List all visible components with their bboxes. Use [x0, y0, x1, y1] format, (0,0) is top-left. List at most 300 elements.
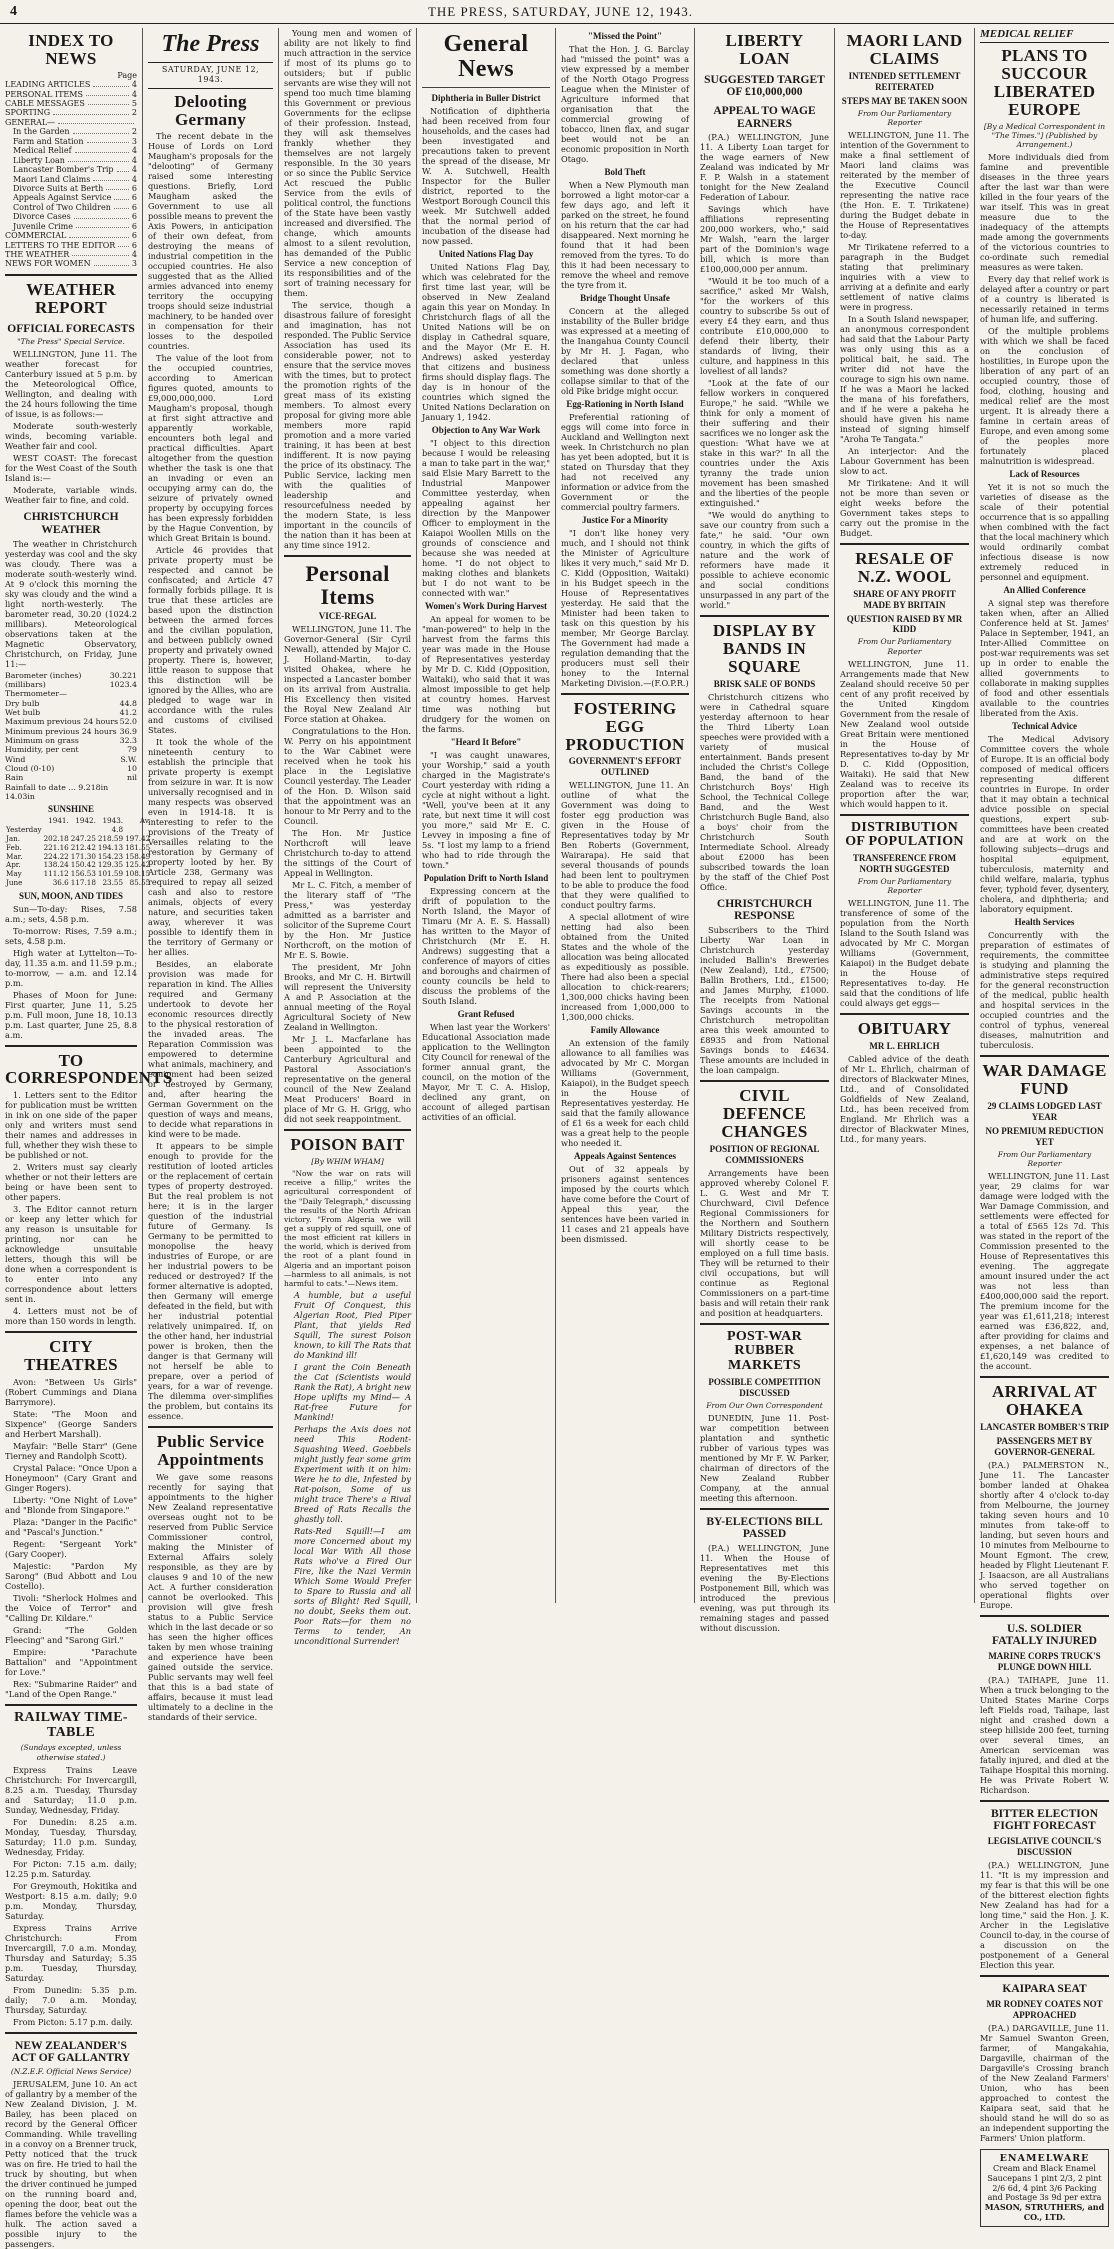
civil-defence-body: Arrangements have been approved whereby Colonel F. L. G. West and Mr T. Churchward, Civil Defence Regional Commissioners for the Northern and Southern Military Districts respectively, will shortly cease to be employed on a full time basis. They will be returned to their civil occupations, but will continue as Regional Commissioners on a part-time basis and will retain their rank and position at headquarters. [700, 1167, 829, 1318]
index-label: NEWS FOR WOMEN [5, 259, 91, 269]
obituary-sub: MR L. EHRLICH [869, 1041, 940, 1052]
sunshine-cell: 171.30 [70, 851, 96, 861]
index-label: THE WEATHER [5, 250, 70, 259]
sunshine-cell: 36.6 [52, 877, 69, 887]
sunshine-cell: 181.55 [125, 842, 151, 852]
column-8 [975, 28, 1114, 2222]
weather-stat-row [5, 717, 137, 726]
sunshine-cell: 247.25 [70, 833, 96, 843]
weather-stat-row [5, 736, 137, 745]
index-leader [114, 193, 129, 199]
obituary-title: OBITUARY [857, 1019, 952, 1039]
index-page: 4 [131, 80, 137, 90]
stat-label: Rain [5, 773, 24, 783]
distribution-title: DISTRIBUTION OF POPULATION [845, 819, 964, 850]
weather-credit: "The Press" Special Service. [17, 337, 125, 347]
index-label: In the Garden [13, 127, 70, 137]
news-headline: Objection to Any War Work [431, 425, 541, 436]
weather-paragraph: Moderate, variable winds. Weather fair to fine, and cold. [5, 485, 137, 506]
sunshine-cell: 101.59 [97, 869, 124, 879]
obituary-body: Cabled advice of the death of Mr L. Ehrlich, chairman of directors of Blackwater Mines, Ltd., and of Consolidated Goldfields of New Zealand, Ltd., has been received from England. Mr Ehrlich was a director of Blackwater Mines, Ltd., for many years. [840, 1054, 969, 1145]
index-page: 4 [131, 155, 137, 165]
rubber-body: DUNEDIN, June 11. Post-war competition between plantation and synthetic rubber of various types was mentioned by Mr F. W. Parker, chairman of directors of the New Zealand Rubber Company, at the annual meeting this afternoon. [700, 1412, 829, 1503]
public-service-paragraph: The service, though a disastrous failure of foresight and imagination, has not responded. The Public Service Association has used its considerable power, not to ensure that the service moves with the times, but to protect the promotion rights of the great mass of its existing members. To almost every proposal for giving more able members more rapid promotion and a more varied training, it has been at best indifferent. It is now paying the price of its obstinacy. The Public Service, lacking men with the qualities of leadership and resourcefulness needed by the modern State, is less important in the councils of the nation than it has been at any time since 1912. [284, 300, 411, 550]
theatres-title: CITY THEATRES [24, 1337, 118, 1375]
liberty-paragraph: "We would do anything to save our country from such a fate," he said. "Our own country, in which the gifts of nature and the work of reformers have made it possible to achieve economic and social conditions unsurpassed in any part of the world." [700, 510, 829, 611]
index-leader [106, 184, 129, 190]
masthead-name: The Press [148, 30, 273, 63]
ad-merchant: MASON, STRUTHERS, and CO., LTD. [984, 2202, 1105, 2222]
kaipara-title: KAIPARA SEAT [1002, 1982, 1087, 1995]
index-row [5, 222, 137, 231]
kaipara-sub: MR RODNEY COATES NOT APPROACHED [986, 1998, 1103, 2020]
poem-verse: I grant the Coin Beneath the Cat (Scientists would Rank the Rat), A bright new Hope uplifts my Mind— A Rat-free Future for Mankind! [294, 1361, 411, 1422]
news-body: Notification of diphtheria had been received from four households, and the cases had been investigated and precautions taken to prevent the spread of the disease, Mr W. A. Sutchwell, Health Inspector for the Buller district, reported to the Westport Borough Council this week. Mr Sutchwell added that the normal period of incubation of the disease had now passed. [422, 106, 550, 247]
correspondent-rule: 1. Letters sent to the Editor for publication must be written in ink on one side of the paper only and writers must send their names and addresses in full, whether they wish these to be published or not. [5, 1090, 137, 1161]
distribution-sub: TRANSFERENCE FROM NORTH SUGGESTED [852, 853, 957, 875]
column-4 [417, 28, 556, 1603]
rubber-sub: POSSIBLE COMPETITION DISCUSSED [708, 1376, 821, 1398]
index-label: Juvenile Crime [13, 221, 73, 231]
news-body: Concern at the alleged instability of the Buller bridge was expressed at a meeting of the Inangahua County Council by Mr H. J. Fagan, who declared that unless something was done shortly a collapse similar to that of the old Pike bridge might occur. [561, 305, 689, 396]
sunshine-cell: Mar. [6, 851, 23, 861]
sunshine-cell: 129.35 [97, 860, 124, 870]
column-1 [0, 28, 173, 2249]
liberty-paragraph: "Look at the fate of our fellow workers in conquered Europe," he said. "While we think for only a moment of their suffering and their sacrifices we no longer ask the question: 'What have we at stake in this war?' In all the countries under the Axis tyranny the trade union movement has been smashed and the liberties of the people extinguished." [700, 378, 829, 509]
sun-line: Phases of Moon for June: First quarter, June 11, 5.25 p.m. Full moon, June 18, 10.13 p.m. Last quarter, June 25, 8.8 a.m. [5, 989, 137, 1040]
enamelware-ad [980, 2149, 1109, 2227]
public-service-paragraph: Young men and women of ability are not likely to find much attraction in the service if most of its plums go to outsiders; but if public servants are wise they will not spend too much time blaming this Government or previous Governments for the eclipse of their profession. Instead, they will ask themselves frankly whether they themselves are not largely responsible. In the 30 years or so since the Public Service Act rescued the Public Service from the evils of political control, the functions of the State have been vastly increased and diversified. The change, which amounts almost to a silent revolution, has demanded of the Public Service a new conception of its responsibilities and of the sort of training necessary for them. [284, 28, 411, 298]
index-leader [72, 250, 129, 256]
poem-verse: Perhaps the Axis does not need This Rodent-Squashing Weed. Goebbels might justly fear some grim Experiment with it on him: Were he to die, Infested by Rat-poison, Some of us might trace There's a Rival Breed of Rats Recalls the ghastly toll. [294, 1423, 411, 1524]
theatre-listing: Avon: "Between Us Girls" (Robert Cummings and Diana Barrymore). [5, 1377, 137, 1407]
wool-sub: SHARE OF ANY PROFIT MADE BY BRITAIN [853, 588, 956, 610]
poem-verse: A humble, but a useful Fruit Of Conquest, this Algerian Root, Pied Piper Plant, that yields Red Squill, The surest Poison known, to kill The Rats that do Mankind ill! [294, 1289, 411, 1360]
railway-entry: For Picton: 7.15 a.m. daily; 12.25 p.m. Saturday. [5, 1858, 137, 1879]
index-row [5, 175, 137, 184]
index-page: 4 [131, 250, 137, 259]
ohakea-body: (P.A.) PALMERSTON N., June 11. The Lancaster bomber landed at Ohakea shortly after 4 o'clock to-day from Melbourne, the journey taking seven hours and 10 minutes from take-off to landing, but seven hours and 10 minutes from Melbourne to Mount Egmont. The crew, headed by Flight Lieutenant F. J. Isaacson, are all Australians who served together on operational flights over Europe. [980, 1459, 1109, 1610]
chch-weather-body: The weather in Christchurch yesterday was cool and the sky was cloudy. There was a moderate south-westerly wind. At 9 o'clock this morning the sky was cloudy and the wind a light north-westerly. The barometer read, 30.20 (1024.2 millibars). Meteorological observations taken at the Magnetic Observatory, Christchurch, on Friday, June 11:— [5, 538, 137, 669]
index-leader [73, 127, 129, 133]
display-bands-title: DISPLAY BY BANDS IN SQUARE [712, 621, 817, 676]
fostering-paragraph: WELLINGTON, June 11. An outline of what the Government was doing to foster egg production was given in the House of Representatives today by Mr Ben Roberts (Government, Wairarapa). He said that several thousands of pounds had been lent to poultrymen to be able to produce the food that they were qualified to conduct poultry farms. [561, 780, 689, 911]
stat-value: 10 [127, 764, 137, 774]
weather-stat-row [5, 773, 137, 782]
weather-stats [5, 671, 137, 783]
war-damage-body: WELLINGTON, June 11. Last year, 29 claims for war damage were lodged with the War Damage Commission, and settlements were effected for a total of £565 12s 7d. This was stated in the report of the Commission presented to the House of Representatives this evening. The aggregate amount insured under the act was not less than £400,000,000 said the report. The premium income for the year was £1,611,218; interest earned was £36,822, and, after providing for claims and expenses, a net balance of £1,620,149 was credited to the account. [980, 1170, 1109, 1371]
sunshine-cell: Yesterday [6, 825, 42, 835]
poison-bait-intro: "Now the war on rats will receive a fillip," writes the agricultural correspondent of the "Daily Telegraph," discussing the results of the North African victory. "From Algeria we will get a supply of red squill, one of the most efficient rat killers in the world, which is derived from the root of a plant found in Algeria and an important poison—harmless to all animals, is not harmful to cats."—News item. [284, 1169, 411, 1288]
railway-entry: From Picton: 5.17 p.m. daily. [13, 2016, 133, 2027]
correspondent-rule: 2. Writers must say clearly whether or not their letters are being or have been sent to other papers. [5, 1162, 137, 1203]
stat-label: Cloud (0-10) [5, 764, 55, 774]
sunshine-cell: Feb. [6, 842, 22, 852]
sunshine-cell: May [6, 869, 22, 879]
war-damage-credit: From Our Parliamentary Reporter [997, 1149, 1092, 1168]
index-page: 6 [131, 202, 137, 212]
sun-line: High water at Lyttelton—To-day, 11.35 a.m. and 11.59 p.m.; to-morrow, — a.m. and 12.14 p.m. [5, 947, 137, 988]
weather-stat-row [5, 689, 137, 698]
personal-paragraph: The Hon. Mr Justice Northcroft will leave Christchurch to-day to attend the sittings of the Court of Appeal in Wellington. [284, 828, 411, 879]
allied-conference-head: An Allied Conference [1003, 585, 1086, 596]
stat-label: Thermometer— [5, 689, 67, 699]
sunshine-cell: 158.49 [125, 851, 151, 861]
index-label: Liberty Loan [13, 155, 65, 165]
railway-entry: Express Trains Arrive Christchurch: From Invercargill, 7.0 a.m. Monday, Thursday and Saturday; 5.35 p.m. Tuesday, Thursday, Saturday. [5, 1922, 137, 1983]
news-headline: Justice For a Minority [581, 514, 669, 525]
poison-bait-byline: [By WHIM WHAM] [311, 1157, 384, 1166]
index-leader [76, 222, 129, 228]
news-headline: Bold Theft [604, 166, 646, 177]
index-label: Lancaster Bomber's Trip [13, 165, 114, 175]
liberty-paragraph: Savings which have affiliations representing 200,000 workers, who," said Mr Walsh, "earn the larger part of the Dominion's wage bill, which is more than £100,000,000 per annum. [700, 204, 829, 275]
weather-body [5, 349, 137, 505]
index-title: INDEX TO NEWS [28, 31, 114, 68]
news-headline: United Nations Flag Day [438, 249, 534, 260]
weather-title: WEATHER REPORT [26, 279, 116, 317]
ohakea-title: ARRIVAL AT OHAKEA [992, 1381, 1097, 1419]
news-body: "I don't like honey very much, and I should not think the Minister of Agriculture likes it very much," said Mr D. C. Kidd (Opposition, Waitaki) in his Budget speech in the House of Representatives yesterday. He said that the Minister had been taken to task on this question by his member, Mr George Barclay. The Government had made a regulation demanding that the producers must sell their honey to the Internal Marketing Division.—(F.O.P.R.) [561, 527, 689, 688]
public-service-paragraph: We gave some reasons recently for saying that appointments to the higher New Zealand representative overseas ought not to be reserved from Public Service Commissioner control, making the Minister of External Affairs solely responsible, as they are by clauses 9 and 10 of the new Act. A further consideration cannot be overlooked. This provision will give fresh status to a Public Service which in the last decade or so has seen the higher offices taken by men whose training and experience have been gained outside the service. Public servants may well feel that this is a bad state of affairs, because it must lead ultimately to a decline in the standards of their service. [148, 1472, 273, 1723]
stat-value: 32.3 [119, 736, 137, 746]
weather-stat-row [5, 755, 137, 764]
sunshine-cell: 23.55 [102, 877, 124, 887]
column-5 [556, 28, 695, 1603]
index-row [5, 118, 137, 127]
display-bands-sub: BRISK SALE OF BONDS [713, 678, 816, 689]
maori-credit: From Our Parliamentary Reporter [857, 108, 952, 127]
bitter-election-body: (P.A.) WELLINGTON, June 11. "It is my impression and my fear is that this will be one of the bitterest election fights New Zealand has had for a long time," said the Hon. J. K. Archer in the Legislative Council to-day, in the course of a discussion on the postponement of a General Election this year. [980, 1859, 1109, 1970]
railway-list [5, 1765, 137, 2027]
index-row [5, 241, 137, 250]
fostering-paragraph: A special allotment of wire netting had also been obtained from the United States and the whole of the allocation was being allocated as expeditiously as possible. There had also been a special allocation to chick-rearers; 1,300,000 chicks having been increased from 1,000,000 to 1,300,000 chicks. [561, 912, 689, 1023]
maori-paragraph: WELLINGTON, June 11. The intention of the Government to make a final settlement of Maori land claims was reiterated by the member of the Executive Council representing the native race (the Hon. E. T. Tirikatene) during the Budget debate in the House of Representatives to-day. [840, 129, 969, 240]
railway-entry: Express Trains Leave Christchurch: For Invercargill, 8.25 a.m. Tuesday, Thursday and Saturday; 11.0 p.m. Sunday, Wednesday, Friday. [5, 1764, 137, 1815]
sunshine-cell: June [6, 877, 23, 887]
correspondents-title: TO CORRESPONDENTS [5, 1050, 173, 1088]
stat-value: 41.2 [119, 708, 137, 717]
theatre-listing: Grand: "The Golden Fleecing" and "Sarong Girl." [5, 1625, 137, 1645]
medical-title: PLANS TO SUCCOUR LIBERATED EUROPE [993, 46, 1096, 119]
civil-defence-title: CIVIL DEFENCE CHANGES [721, 1086, 808, 1141]
maori-paragraph: An interjector: And the Labour Government has been slow to act. [840, 445, 969, 476]
index-leader [118, 241, 129, 247]
fostering-sub: GOVERNMENT'S EFFORT OUTLINED [568, 756, 682, 778]
sunshine-col-head: 1942. [75, 816, 96, 826]
weather-paragraph: WELLINGTON, June 11. The weather forecast for Canterbury issued at 5 p.m. by the Meteorological Office, Wellington, and dealing with the 24 hours following the time of issue, is as follows:— [5, 349, 137, 420]
news-body: "I object to this direction because I would be releasing a man to take part in the war," said Elsie Mary Barrett to the Industrial Manpower Committee yesterday, when appealing against her direction by the Manpower Officer to employment in the Kaiapoi Woollen Mills on the grounds of conscience and because she was needed at home. "I do not object to making clothes and blankets but I do not want to be connected with war." [422, 438, 550, 599]
sunshine-col-head: 1941. [48, 816, 69, 826]
news-body: When last year the Workers' Educational Association made application to the Wellington City Council for renewal of the former annual grant, the council, on the motion of the Mayor, Mr T. C. A. Hislop, declined any grant, on account of alleged partisan activities of an official. [422, 1022, 551, 1123]
correspondents-list [5, 1090, 137, 1326]
theatre-listing: Tivoli: "Sherlock Holmes and the Voice of Terror" and "Calling Dr. Kildare." [5, 1593, 137, 1623]
index-page: 4 [131, 146, 137, 156]
index-row [5, 90, 137, 99]
general-news-title: General News [443, 31, 529, 83]
wool-sub2: QUESTION RAISED BY MR KIDD [846, 613, 963, 635]
column-3 [279, 28, 417, 1646]
distribution-credit: From Our Parliamentary Reporter [857, 877, 952, 896]
theatre-listing: Mayfair: "Belle Starr" (Gene Tierney and Randolph Scott). [5, 1441, 137, 1461]
chch-response-title: CHRISTCHURCH RESPONSE [716, 897, 813, 923]
maori-title: MAORI LAND CLAIMS [846, 31, 963, 68]
column-6 [695, 28, 835, 1633]
index-label: Control of Two Children [13, 202, 111, 212]
index-label: Farm and Station [13, 136, 84, 146]
sunshine-cell: 150.42 [70, 860, 96, 870]
stat-value: S.W. [120, 754, 137, 764]
index-page: 4 [131, 174, 137, 184]
railway-entry: For Dunedin: 8.25 a.m. Monday, Tuesday, Thursday, Saturday; 11.0 p.m. Sunday, Wednesday, Friday. [5, 1816, 137, 1857]
news-headline: Grant Refused [457, 1009, 515, 1020]
editorial-paragraph: Besides, an elaborate provision was made for reparation in kind. The Allies required and Germany undertook to devote her economic resources directly to the physical restoration of the invaded areas. The Reparation Commission was empowered to determine what animals, machinery, and equipment had been seized or destroyed by Germany, and, after hearing the German Government on the question of ways and means, to decide what reparations in kind were to be made. [148, 959, 273, 1140]
index-leader [68, 156, 129, 162]
sunshine-col-head: Av. [139, 816, 151, 826]
sunshine-col-head: 1943. [102, 816, 124, 826]
wool-body: WELLINGTON, June 11. Arrangements made that New Zealand should receive 50 per cent of any profit received by the United Kingdom Government from the resale of New Zealand wool outside Great Britain were mentioned in the House of Representatives to-day by Mr D. C. Kidd (Opposition, Waitaki). He said that New Zealand was to receive its proportion after the war, which would happen to it. [840, 658, 969, 809]
medical-paragraph: Every day that relief work is delayed after a country or part of a country is liberated is necessarily retained in terms of human life, and suffering. [980, 274, 1109, 325]
liberty-loan-sub1: SUGGESTED TARGET OF £10,000,000 [704, 73, 825, 99]
index-page: 6 [131, 221, 137, 231]
editorial-paragraph: The recent debate in the House of Lords on Lord Maugham's proposals for the "delooting" of Germany raised some interesting questions. Briefly, Lord Maugham asked the Government to use all possible means to prevent the Axis Powers, in anticipation of their own defeat, from destroying the means of industrial competition in the occupied countries. He also suggested that as the Allied armies advanced into enemy territory the occupying troops should seize industrial machinery, to be handed over in compensation for their losses to the despoiled countries. [148, 131, 273, 352]
index-row [5, 203, 137, 212]
index-row [5, 259, 137, 268]
editorial-paragraph: Article 46 provides that private property must be respected and cannot be confiscated; and Article 47 formally forbids pillage. It is true that these articles are based upon the distinction between the armed forces and the civilian population, and between publicly owned property and privately owned property. There is, however, little reason to suppose that this distinction will be ignored by the Allies, who are pledged to wage war in accordance with the rules and customs of civilised States. [148, 545, 273, 736]
sunshine-cell: Jan. [6, 833, 21, 843]
index-leader [74, 212, 129, 218]
stat-label: Minimum on grass [5, 736, 79, 746]
index-label: LETTERS TO THE EDITOR [5, 240, 116, 250]
correspondent-rule: 4. Letters must not be of more than 150 words in length. [5, 1306, 137, 1327]
index-list [5, 80, 137, 269]
poem-verse: Rats-Red Squill!—I am more Concerned about my local War With All those Rats who've a Fired Our Fire, like the Nazi Vermin Which Some Would Prefer to Spare to Russia and all sorts of Blight! Red Squill, no doubt, Seeks them out. Poor Rats—for them no Terms to tender, An unconditional Surrender! [294, 1525, 411, 1646]
index-row [5, 231, 137, 240]
news-headline: "Missed the Point" [588, 31, 662, 41]
kaipara-body: (P.A.) DARGAVILLE, June 11. Mr Samuel Swanton Green, farmer, of Mangakahia, Dargaville, chairman of the Dargaville's Crossing branch of the New Zealand Farmers' Union, who has been approached to contest the Kaipara seat, said that he should stand he will do so as an independent supporting the Farmers' Union platform. [980, 2022, 1109, 2143]
column-7 [835, 28, 975, 1603]
personal-title: Personal Items [305, 561, 390, 610]
editorial-title: Delooting Germany [174, 91, 247, 129]
rainfall-line: Rainfall to date ... 9.218in 14.03in [5, 782, 109, 802]
stat-value: 52.0 [119, 717, 137, 727]
sunshine-title: SUNSHINE [47, 804, 94, 815]
weather-stat-row [5, 764, 137, 773]
index-label: LEADING ARTICLES [5, 80, 91, 90]
poison-bait-verses [284, 1290, 411, 1646]
sunshine-cell: 111.12 [43, 869, 69, 879]
editorial-paragraph: It appears to be simple enough to provide for the restitution of looted articles or the replacement of certain types of property destroyed. But the real problem is not here; it is in the larger question of the industrial future of Germany. Is Germany to be permitted to monopolise the heavy industries of Europe, or are her industrial powers to be reduced or destroyed? If the former alternative is adopted, then Germany will emerge defeated in the field, but with her industrial potential relatively unimpaired. If, on the other hand, her industrial power is broken, then the danger is that Germany will not herself be able to prepare, over a period of years, for a war of revenge. The dilemma over-simplifies the problem, but contains its essence. [148, 1141, 273, 1422]
weather-stat-row [5, 727, 137, 736]
soldier-body: (P.A.) TAIHAPE, June 11. When a truck belonging to the United States Marine Corps left Fields road, Taihape, last night and crashed down a steep hillside 200 feet, turning over several times, an American serviceman was fatally injured, and died at the Taihape Hospital this morning. He was Private Robert W. Richardson. [980, 1674, 1109, 1795]
medical-kicker: MEDICAL RELIEF [980, 28, 1109, 43]
index-leader [93, 80, 129, 86]
index-row [5, 193, 137, 202]
personal-paragraph: The president, Mr John Brooks, and Mr C. H. Birtwill will represent the University A and P. Association at the annual meeting of the Royal Agricultural Society of New Zealand in Wellington. [284, 962, 411, 1033]
theatre-listing: Plaza: "Danger in the Pacific" and "Pascal's Junction." [5, 1517, 137, 1537]
theatres-list [5, 1377, 137, 1699]
sunshine-table [5, 817, 151, 887]
personal-paragraph: Mr J. L. Macfarlane has been appointed to the Canterbury Agricultural and Pastoral Association's representative on the general council of the New Zealand Meat Producers' Board in place of Mr G. H. Grigg, who did not seek reappointment. [284, 1034, 411, 1125]
vice-regal-head: VICE-REGAL [318, 611, 377, 622]
editorial-paragraph: The value of the loot from the occupied countries, according to American figures quoted, amounts to £9,000,000,000. Lord Maugham's proposal, though at first sight attractive and apparently workable, encounters both legal and practical difficulties. Apart altogether from the question whether the task is one that an invading or even an occupying army can do, the seizure of privately owned property by occupying forces has been expressly forbidden by the Hague Convention, by which Great Britain is bound. [148, 353, 273, 544]
news-headline: Women's Work During Harvest [424, 601, 548, 612]
display-bands-body: Christchurch citizens who were in Cathedral square yesterday afternoon to hear the Third Liberty Loan speeches were provided with a variety of musical entertainment. Bands present included the Christ's College Band, the band of the Christchurch Boys' High School, the Technical College Band, and the West Christchurch Bugle Band, also a boys' choir from the Christchurch South Intermediate School. Already about £2000 has been subscribed towards the loan by the staff of the Chief Post Office. [700, 691, 829, 892]
index-leader [75, 146, 129, 152]
index-page: 5 [131, 99, 137, 108]
theatre-listing: Regent: "Sergeant York" (Gary Cooper). [5, 1539, 137, 1559]
index-row [5, 137, 137, 146]
sun-moon-lines [5, 904, 137, 1040]
stat-label: Wet bulb [5, 708, 41, 717]
stat-label: Barometer (inches) [5, 670, 82, 680]
index-leader [58, 118, 134, 124]
index-label: Divorce Suits at Berth [13, 183, 104, 193]
sunshine-cell: 212.42 [70, 842, 96, 852]
theatre-listing: Majestic: "Pardon My Sarong" (Bud Abbott and Lou Costello). [5, 1561, 137, 1591]
sunshine-cell: 108.15 [125, 869, 151, 879]
theatre-listing: Liberty: "One Night of Love" and "Blonde from Singapore." [5, 1495, 137, 1515]
sunshine-cell: Apr. [6, 860, 21, 870]
personal-body [284, 624, 411, 1124]
index-leader [93, 175, 129, 181]
general-news-stories-b [561, 31, 689, 688]
sunshine-cell: 156.53 [70, 869, 96, 879]
stat-label: Dry bulb [5, 698, 40, 708]
war-damage-sub2: NO PREMIUM REDUCTION YET [985, 1125, 1104, 1147]
soldier-sub: MARINE CORPS TRUCK'S PLUNGE DOWN HILL [988, 1650, 1101, 1672]
index-label: SPORTING [5, 108, 51, 118]
war-damage-title: WAR DAMAGE FUND [982, 1061, 1107, 1098]
sunshine-cell: 194.13 [97, 842, 124, 852]
railway-title: RAILWAY TIME-TABLE [14, 1710, 128, 1740]
editorial-body [148, 131, 273, 1421]
maori-paragraph: Mr Tirikatene: And it will not be more than seven or eight weeks before the Government takes steps to carry out the promise in the Budget. [840, 477, 969, 538]
stat-label: Maximum previous 24 hours [5, 717, 119, 727]
news-body: When a New Plymouth man borrowed a light motor-car a few days ago, and left it parked on the street, he found on his return that the car had disappeared. Next morning he found that it had been removed from the tyres. To do this it had been necessary to remove the wheel and remove the tyre from it. [561, 179, 689, 290]
personal-paragraph: Congratulations to the Hon. W. Perry on his appointment to the War Cabinet were received when he took his place in the Legislative Council yesterday. The Leader of the Hon. D. Wilson said that the appointment was an honour to Mr Perry and to the Council. [284, 726, 411, 827]
index-row [5, 146, 137, 155]
page-header [0, 0, 1114, 24]
stat-value: 36.9 [119, 726, 137, 736]
personal-paragraph: Mr L. C. Fitch, a member of the literary staff of "The Press," was yesterday admitted as a barrister and solicitor of the Supreme Court by the Hon. Mr Justice Northcroft, on the motion of Mr E. S. Bowie. [284, 880, 411, 961]
weather-paragraph: WEST COAST: The forecast for the West Coast of the South Island is:— [5, 453, 137, 484]
sun-moon-title: SUN, MOON, AND TIDES [18, 890, 124, 901]
sunshine-cell: 4.8 [111, 825, 124, 835]
civil-defence-sub: POSITION OF REGIONAL COMMISSIONERS [709, 1143, 820, 1165]
maori-sub2: STEPS MAY BE TAKEN SOON [841, 95, 968, 106]
general-news-stories-a [422, 93, 550, 1122]
index-label: CABLE MESSAGES [5, 99, 85, 108]
personal-paragraph: WELLINGTON, June 11. The Governor-General (Sir Cyril Newall), attended by Major C. J. Holland-Martin, to-day visited Ohakea, where he inspected a Lancaster bomber on its arrival from Australia. His Excellency then visited the Royal New Zealand Air Force station at Ohakea. [284, 624, 411, 725]
news-body: United Nations Flag Day, which was celebrated for the first time last year, will be observed in New Zealand again this year on Monday. In Christchurch flags of all the United Nations will be on display in Cathedral square, and the Mayor (Mr E. H. Andrews) asked yesterday that citizens and business firms should display flags. The day is in honour of the countries which signed the United Nations Declaration on January 1, 1942. [422, 262, 550, 423]
news-body: Preferential rationing of eggs will come into force in Auckland and Wellington next week. In Christchurch no plan has yet been adopted, but it is stated on Thursday that they had not received any information or advice from the Government or the commercial poultry farmers. [561, 411, 689, 512]
weather-paragraph: Moderate south-westerly winds, becoming variable. Weather fair and cool. [5, 421, 137, 452]
stat-value: 30.221 [109, 670, 137, 680]
index-page: 6 [131, 183, 137, 193]
news-body: Expressing concern at the drift of population to the North Island, the Mayor of Timaru (Mr A. E. S. Hassall) has written to the Mayor of Christchurch (Mr E. H. Andrews) suggesting that a conference of mayors of cities and boroughs and chairmen of county councils be held to discuss the problems of the South Island. [422, 886, 550, 1007]
index-row [5, 165, 137, 174]
medical-paragraph: Of the multiple problems with which we shall be faced on the conclusion of hostilities, in Europe upon the liberation of any part of an occupied country, those of food, clothing, housing and medical relief are the most urgent. It is already there a famine in certain areas of Europe, and even among some of the peoples more fortunately placed malnutrition is widespread. [980, 326, 1109, 467]
weather-stat-row [5, 671, 137, 680]
technical-advice-body: The Medical Advisory Committee covers the whole of Europe. It is an official body composed of medical officers representing different countries in Europe. In order that it may obtain a technical advice possible on special questions, expert sub-committees have been created and are at work on the following subjects—drugs and hospital equipment, tuberculosis, maternity and child welfare, malaria, typhus fever, typhoid fever, dysentery, cholera, and diphtheria; and laboratory equipment. [980, 734, 1109, 915]
correspondent-rule: 3. The Editor cannot return or keep any letter which for any reason is unsuitable for printing, nor can he acknowledge unsuitable letters, though this will be done when a correspondent is to enter into any correspondence about letters sent in. [5, 1204, 137, 1305]
allied-conference-body: A signal step was therefore taken when, after an Allied Conference held at St. James' Palace in September, 1941, an Inter-Allied Committee on post-war requirements was set up in order to enable the allied governments to collaborate in making supplies of food and other essentials available to the countries liberated from the Axis. [980, 598, 1109, 719]
index-row [5, 156, 137, 165]
column-2 [143, 28, 279, 1723]
index-label: Divorce Cases [13, 212, 71, 222]
bitter-election-sub: LEGISLATIVE COUNCIL'S DISCUSSION [987, 1836, 1102, 1857]
medical-credit: [By a Medical Correspondent in "The Times."] (Published by Arrangement.) [983, 121, 1106, 150]
index-leader [94, 259, 129, 265]
page-number: 4 [10, 3, 17, 19]
masthead-date: SATURDAY, JUNE 12, 1943. [148, 65, 273, 89]
war-damage-sub: 29 CLAIMS LODGED LAST YEAR [987, 1100, 1102, 1122]
wool-title: RESALE OF N.Z. WOOL [855, 548, 954, 586]
sun-line: To-morrow: Rises, 7.59 a.m.; sets, 4.58 p.m. [5, 925, 137, 946]
family-allowance-head: Family Allowance [590, 1025, 660, 1036]
ad-body: Cream and Black Enamel Saucepans 1 pint 2/3, 2 pint 2/6 6d, 4 pint 3/6 Packing and Postage 3s 9d per extra [987, 2164, 1102, 2203]
by-elections-title: BY-ELECTIONS BILL PASSED [706, 1515, 823, 1541]
sunshine-cell: 221.16 [43, 842, 69, 852]
index-leader [69, 231, 129, 237]
medical-paragraph: More individuals died from famine and preventible diseases in the three years after the last war than were killed in the four years of the war itself. This was in great measure due to the inadequacy of the attempts made among the governments of the victorious countries to co-ordinate such remedial measures as were taken. [980, 152, 1109, 273]
index-label: COMMERCIAL [5, 231, 67, 241]
appeals-head: Appeals Against Sentences [573, 1151, 676, 1162]
index-leader [114, 203, 129, 209]
index-row [5, 99, 137, 108]
index-page: 6 [131, 193, 137, 203]
maori-paragraph: In a South Island newspaper, an anonymous correspondent had said that the Labour Party was only using this as a political bait, he said. The writer did not have the courage to sign his own name. If he was a Maori he lacked the mana of his forefathers, and if he were a pakeha he should have given his name instead of signing himself "Aroha Te Tangata." [840, 313, 969, 444]
index-page: 2 [131, 108, 137, 118]
by-elections-body: (P.A.) WELLINGTON, June 11. When the House of Representatives met this evening the By-Elections Postponement Bill, which was introduced the previous evening, was put through its remaining stages and passed without discussion. [700, 1542, 829, 1633]
index-page: 6 [131, 240, 137, 250]
index-label: Maori Land Claims [13, 174, 91, 184]
index-page: 6 [131, 212, 137, 222]
bitter-election-title: BITTER ELECTION FIGHT FORECAST [990, 1807, 1099, 1833]
lack-resources-body: Yet it is not so much the varieties of disease as the scale of their potential occurrence that is so appalling when combined with the fact that the local machinery which would ordinarily combat infectious disease is now extremely reduced in personnel and equipment. [980, 482, 1109, 583]
index-label: Medical Relief [13, 146, 72, 156]
medical-body [980, 152, 1109, 466]
stat-label: Minimum previous 24 hours [5, 726, 117, 736]
news-headline: Population Drift to North Island [423, 873, 549, 884]
stat-label: (millibars) [5, 679, 46, 689]
stat-value: nil [126, 773, 137, 783]
index-page: 3 [131, 259, 137, 269]
news-headline: "Heard It Before" [450, 737, 522, 748]
header-masthead-line: THE PRESS, SATURDAY, JUNE 12, 1943. [427, 3, 694, 19]
railway-entry: From Dunedin: 5.35 p.m. daily; 7.0 a.m. Monday, Thursday, Saturday. [5, 1984, 137, 2015]
theatre-listing: Empire: "Parachute Battalion" and "Appointment for Love." [5, 1647, 137, 1677]
stat-value: 1023.4 [109, 679, 137, 689]
ad-title: ENAMELWARE [999, 2152, 1090, 2164]
sunshine-row [5, 879, 151, 888]
news-body: That the Hon. J. G. Barclay had "missed the point" was a view expressed by a member of the North Otago Progress League when the Minister of Agriculture informed that organisation that the commercial growing of tobacco, linen flax, and sugar beet would not be an economic proposition in North Otago. [561, 43, 689, 164]
sun-line: Sun—To-day: Rises, 7.58 a.m.; sets, 4.58 p.m. [5, 903, 137, 924]
index-page-label: Page [117, 70, 137, 80]
health-services-body: Concurrently with the preparation of estimates of requirements, the committee is studying and planning the administrative steps required for the general reconstruction of the medical, public health and hospital services in the occupied countries and the control of typhus, venereal diseases, malnutrition and tuberculosis. [980, 930, 1109, 1051]
news-headline: Bridge Thought Unsafe [580, 292, 670, 303]
fostering-title: FOSTERING EGG PRODUCTION [565, 698, 685, 754]
health-services-head: Health Services [1014, 917, 1075, 928]
index-label: PERSONAL ITEMS [5, 89, 83, 99]
stat-value: 79 [127, 745, 137, 755]
sunshine-cell: 117.18 [70, 877, 96, 887]
liberty-loan-body [700, 132, 829, 610]
index-row [5, 184, 137, 193]
theatre-listing: Rex: "Submarine Raider" and "Land of the Open Range." [5, 1679, 137, 1699]
liberty-loan-title: LIBERTY LOAN [725, 31, 804, 68]
